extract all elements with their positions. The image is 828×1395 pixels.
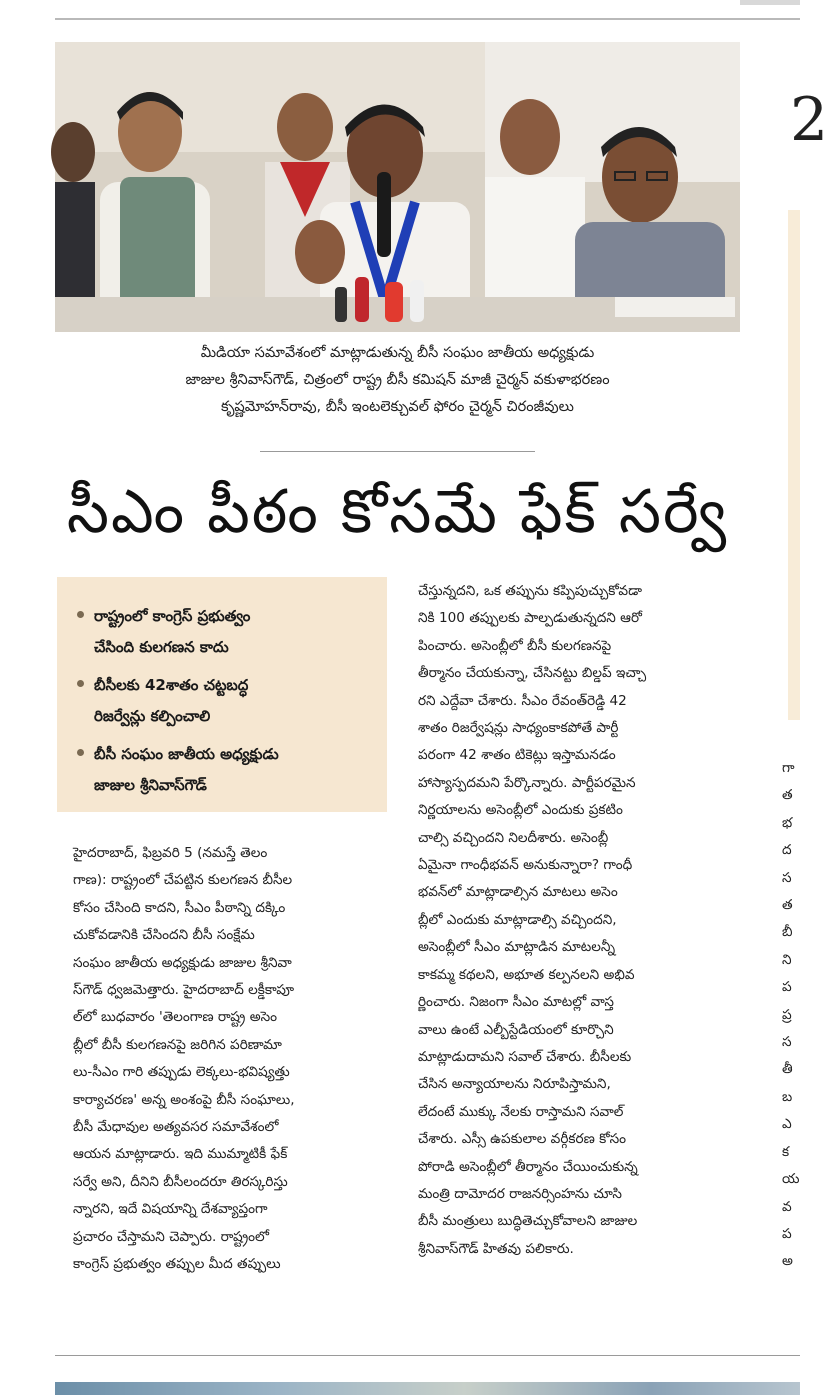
highlight-line: చేసింది కులగణన కాదు: [94, 638, 229, 656]
article-line: య: [782, 1171, 800, 1188]
article-line: క: [782, 1143, 790, 1160]
article-line: గా: [782, 760, 795, 776]
article-line: భ: [782, 814, 793, 831]
article-line: లు-సీఎం గారి తప్పుడు లెక్కలు-భవిష్యత్తు: [73, 1064, 290, 1081]
article-line: కాకమ్మ కథలని, అభూత కల్పనలని అభివ: [418, 966, 635, 983]
top-rule: [55, 18, 800, 20]
caption-line: మీడియా సమావేశంలో మాట్లాడుతున్న బీసీ సంఘం జాతీయ అధ్యక్షుడు: [200, 345, 595, 361]
highlights-box: [57, 577, 387, 812]
highlight-line: జాజుల శ్రీనివాస్‌గౌడ్: [94, 776, 207, 794]
article-line: వాలు ఉంటే ఎల్బీస్టేడియంలో కూర్చొని: [418, 1021, 614, 1038]
article-line: కాంగ్రెస్ ప్రభుత్వం తప్పుల మీద తప్పులు: [73, 1256, 281, 1273]
article-line: చేశారు. ఎస్సీ ఉపకులాల వర్గీకరణ కోసం: [418, 1131, 627, 1148]
article-line: చాల్సి వచ్చిందని నిలదీశారు. అసెంబ్లీ: [418, 829, 609, 846]
article-line: తీ: [782, 1061, 793, 1078]
press-conference-photo: [55, 42, 740, 332]
article-line: చేస్తున్నదని, ఒక తప్పును కప్పిపుచ్చుకోవడా: [418, 583, 642, 599]
article-line: ర్ణించారు. నిజంగా సీఎం మాటల్లో వాస్త: [418, 994, 614, 1011]
highlight-item: [71, 739, 373, 801]
article-line: ప్ర: [782, 1006, 792, 1023]
article-line: బీ: [782, 924, 793, 941]
article-line: పోరాడి అసెంబ్లీలో తీర్మానం చేయించుకున్న: [418, 1158, 638, 1175]
top-rule-tick: [740, 0, 800, 5]
article-line: ప: [782, 979, 792, 996]
article-line: వ: [782, 1198, 792, 1215]
article-line: మంత్రి దామోదర రాజనర్సింహను చూసి: [418, 1185, 622, 1202]
article-line: త: [782, 787, 793, 804]
article-line: పరంగా 42 శాతం టికెట్లు ఇస్తామనడం: [418, 747, 616, 764]
article-line: సంఘం జాతీయ అధ్యక్షుడు జాజుల శ్రీనివా: [73, 954, 292, 971]
bullet-icon: [77, 749, 84, 756]
article-line: కోసం చేసింది కాదని, సీఎం పీఠాన్ని దక్కిం: [73, 899, 286, 916]
article-column-left: [73, 840, 393, 1279]
highlight-line: బీసీ సంఘం జాతీయ అధ్యక్షుడు: [94, 745, 279, 763]
article-line: ఏమైనా గాంధీభవన్ అనుకున్నారా? గాంధీ: [418, 857, 633, 874]
photo-caption: [55, 340, 740, 421]
headline: సీఎం పీఠం కోసమే ఫేక్ సర్వే: [66, 477, 729, 547]
article-line: ల్‌లో బుధవారం 'తెలంగాణ రాష్ట్ర అసెం: [73, 1009, 278, 1026]
caption-divider: [260, 451, 535, 452]
article-line: భవన్‌లో మాట్లాడాల్సిన మాటలు అసెం: [418, 884, 618, 901]
article-line: ప: [782, 1225, 792, 1242]
highlight-item: [71, 670, 373, 732]
article-line: న్నారని, ఇదే విషయాన్ని దేశవ్యాప్తంగా: [73, 1201, 268, 1218]
article-line: ని: [782, 951, 792, 968]
article-line: తీర్మానం చేయకున్నా, చేసినట్టు బిల్డప్ ఇచ్చా: [418, 665, 647, 682]
article-line: స: [782, 1034, 792, 1051]
next-article-photo-strip: [55, 1382, 800, 1395]
article-line: స్‌గౌడ్ ధ్వజమెత్తారు. హైదరాబాద్ లక్డీకాపూ: [73, 982, 295, 999]
article-line: ఎ: [782, 1116, 792, 1133]
bullet-icon: [77, 611, 84, 618]
bullet-icon: [77, 680, 84, 687]
article-line: బీసీ మంత్రులు బుద్ధితెచ్చుకోవాలని జాజుల: [418, 1213, 638, 1230]
article-line: నికి 100 తప్పులకు పాల్పడుతున్నదని ఆరో: [418, 610, 642, 627]
article-line: ఆయన మాట్లాడారు. ఇది ముమ్మాటికీ ఫేక్: [73, 1146, 288, 1163]
article-line: కార్యాచరణ' అన్న అంశంపై బీసీ సంఘాలు,: [73, 1091, 295, 1108]
adjacent-article-glyph: 2: [790, 85, 828, 155]
article-line: గాణ): రాష్ట్రంలో చేపట్టిన కులగణన బీసీల: [73, 872, 293, 889]
article-line: సర్వే అని, దీనిని బీసీలందరూ తిరస్కరిస్తు: [73, 1173, 288, 1190]
highlight-line: బీసీలకు 42శాతం చట్టబద్ధ: [94, 676, 249, 694]
article-line: రని ఎద్దేవా చేశారు. సీఎం రేవంత్‌రెడ్డి 42: [418, 692, 627, 709]
caption-line: కృష్ణమోహన్‌రావు, బీసీ ఇంటలెక్చువల్ ఫోరం చైర్మన్ చిరంజీవులు: [221, 399, 574, 415]
article-line: పించారు. అసెంబ్లీలో బీసీ కులగణనపై: [418, 637, 612, 654]
article-line: శ్రీనివాస్‌గౌడ్ హితవు పలికారు.: [418, 1240, 574, 1257]
article-column-right-fragment: [782, 755, 800, 1276]
article-column-middle: [418, 578, 740, 1263]
article-line: చుకోవడానికి చేసిందని బీసీ సంక్షేమ: [73, 927, 255, 944]
highlight-item: [71, 601, 373, 663]
highlight-line: రిజర్వేన్లు కల్పించాలి: [94, 707, 211, 725]
article-line: లేదంటే ముక్కు నేలకు రాస్తామని సవాల్: [418, 1103, 624, 1120]
article-line: బ: [782, 1088, 793, 1105]
caption-line: జాజుల శ్రీనివాస్‌గౌడ్, చిత్రంలో రాష్ట్ర బీసీ కమిషన్ మాజీ చైర్మన్ వకుళాభరణం: [185, 372, 610, 388]
article-line: ద: [782, 842, 792, 859]
highlight-line: రాష్ట్రంలో కాంగ్రెస్ ప్రభుత్వం: [94, 607, 251, 625]
article-line: నిర్ణయాలను అసెంబ్లీలో ఎందుకు ప్రకటిం: [418, 802, 623, 819]
article-line: త: [782, 897, 793, 914]
adjacent-article-panel: [788, 210, 800, 720]
bottom-rule: [55, 1355, 800, 1356]
article-line: చేసిన అన్యాయాలను నిరూపిస్తామని,: [418, 1076, 611, 1093]
article-line: బీసీ మేధావుల అత్యవసర సమావేశంలో: [73, 1119, 279, 1136]
article-line: శాతం రిజర్వేషన్లు సాధ్యంకాకపోతే పార్టీ: [418, 720, 619, 737]
article-line: హాస్యాస్పదమని పేర్కొన్నారు. పార్టీపరమైన: [418, 774, 636, 791]
article-line: హైదరాబాద్, ఫిబ్రవరి 5 (నమస్తే తెలం: [73, 845, 268, 861]
article-line: స: [782, 869, 792, 886]
article-line: అ: [782, 1253, 793, 1270]
article-line: బ్లీలో బీసీ కులగణనపై జరిగిన పరిణామా: [73, 1036, 282, 1053]
article-line: అసెంబ్లీలో సీఎం మాట్లాడిన మాటలన్నీ: [418, 939, 616, 956]
article-line: బ్లీలో ఎందుకు మాట్లాడాల్సి వచ్చిందని,: [418, 911, 617, 928]
article-line: ప్రచారం చేస్తామని చెప్పారు. రాష్ట్రంలో: [73, 1228, 270, 1245]
article-line: మాట్లాడుదామని సవాల్ చేశారు. బీసీలకు: [418, 1048, 632, 1065]
